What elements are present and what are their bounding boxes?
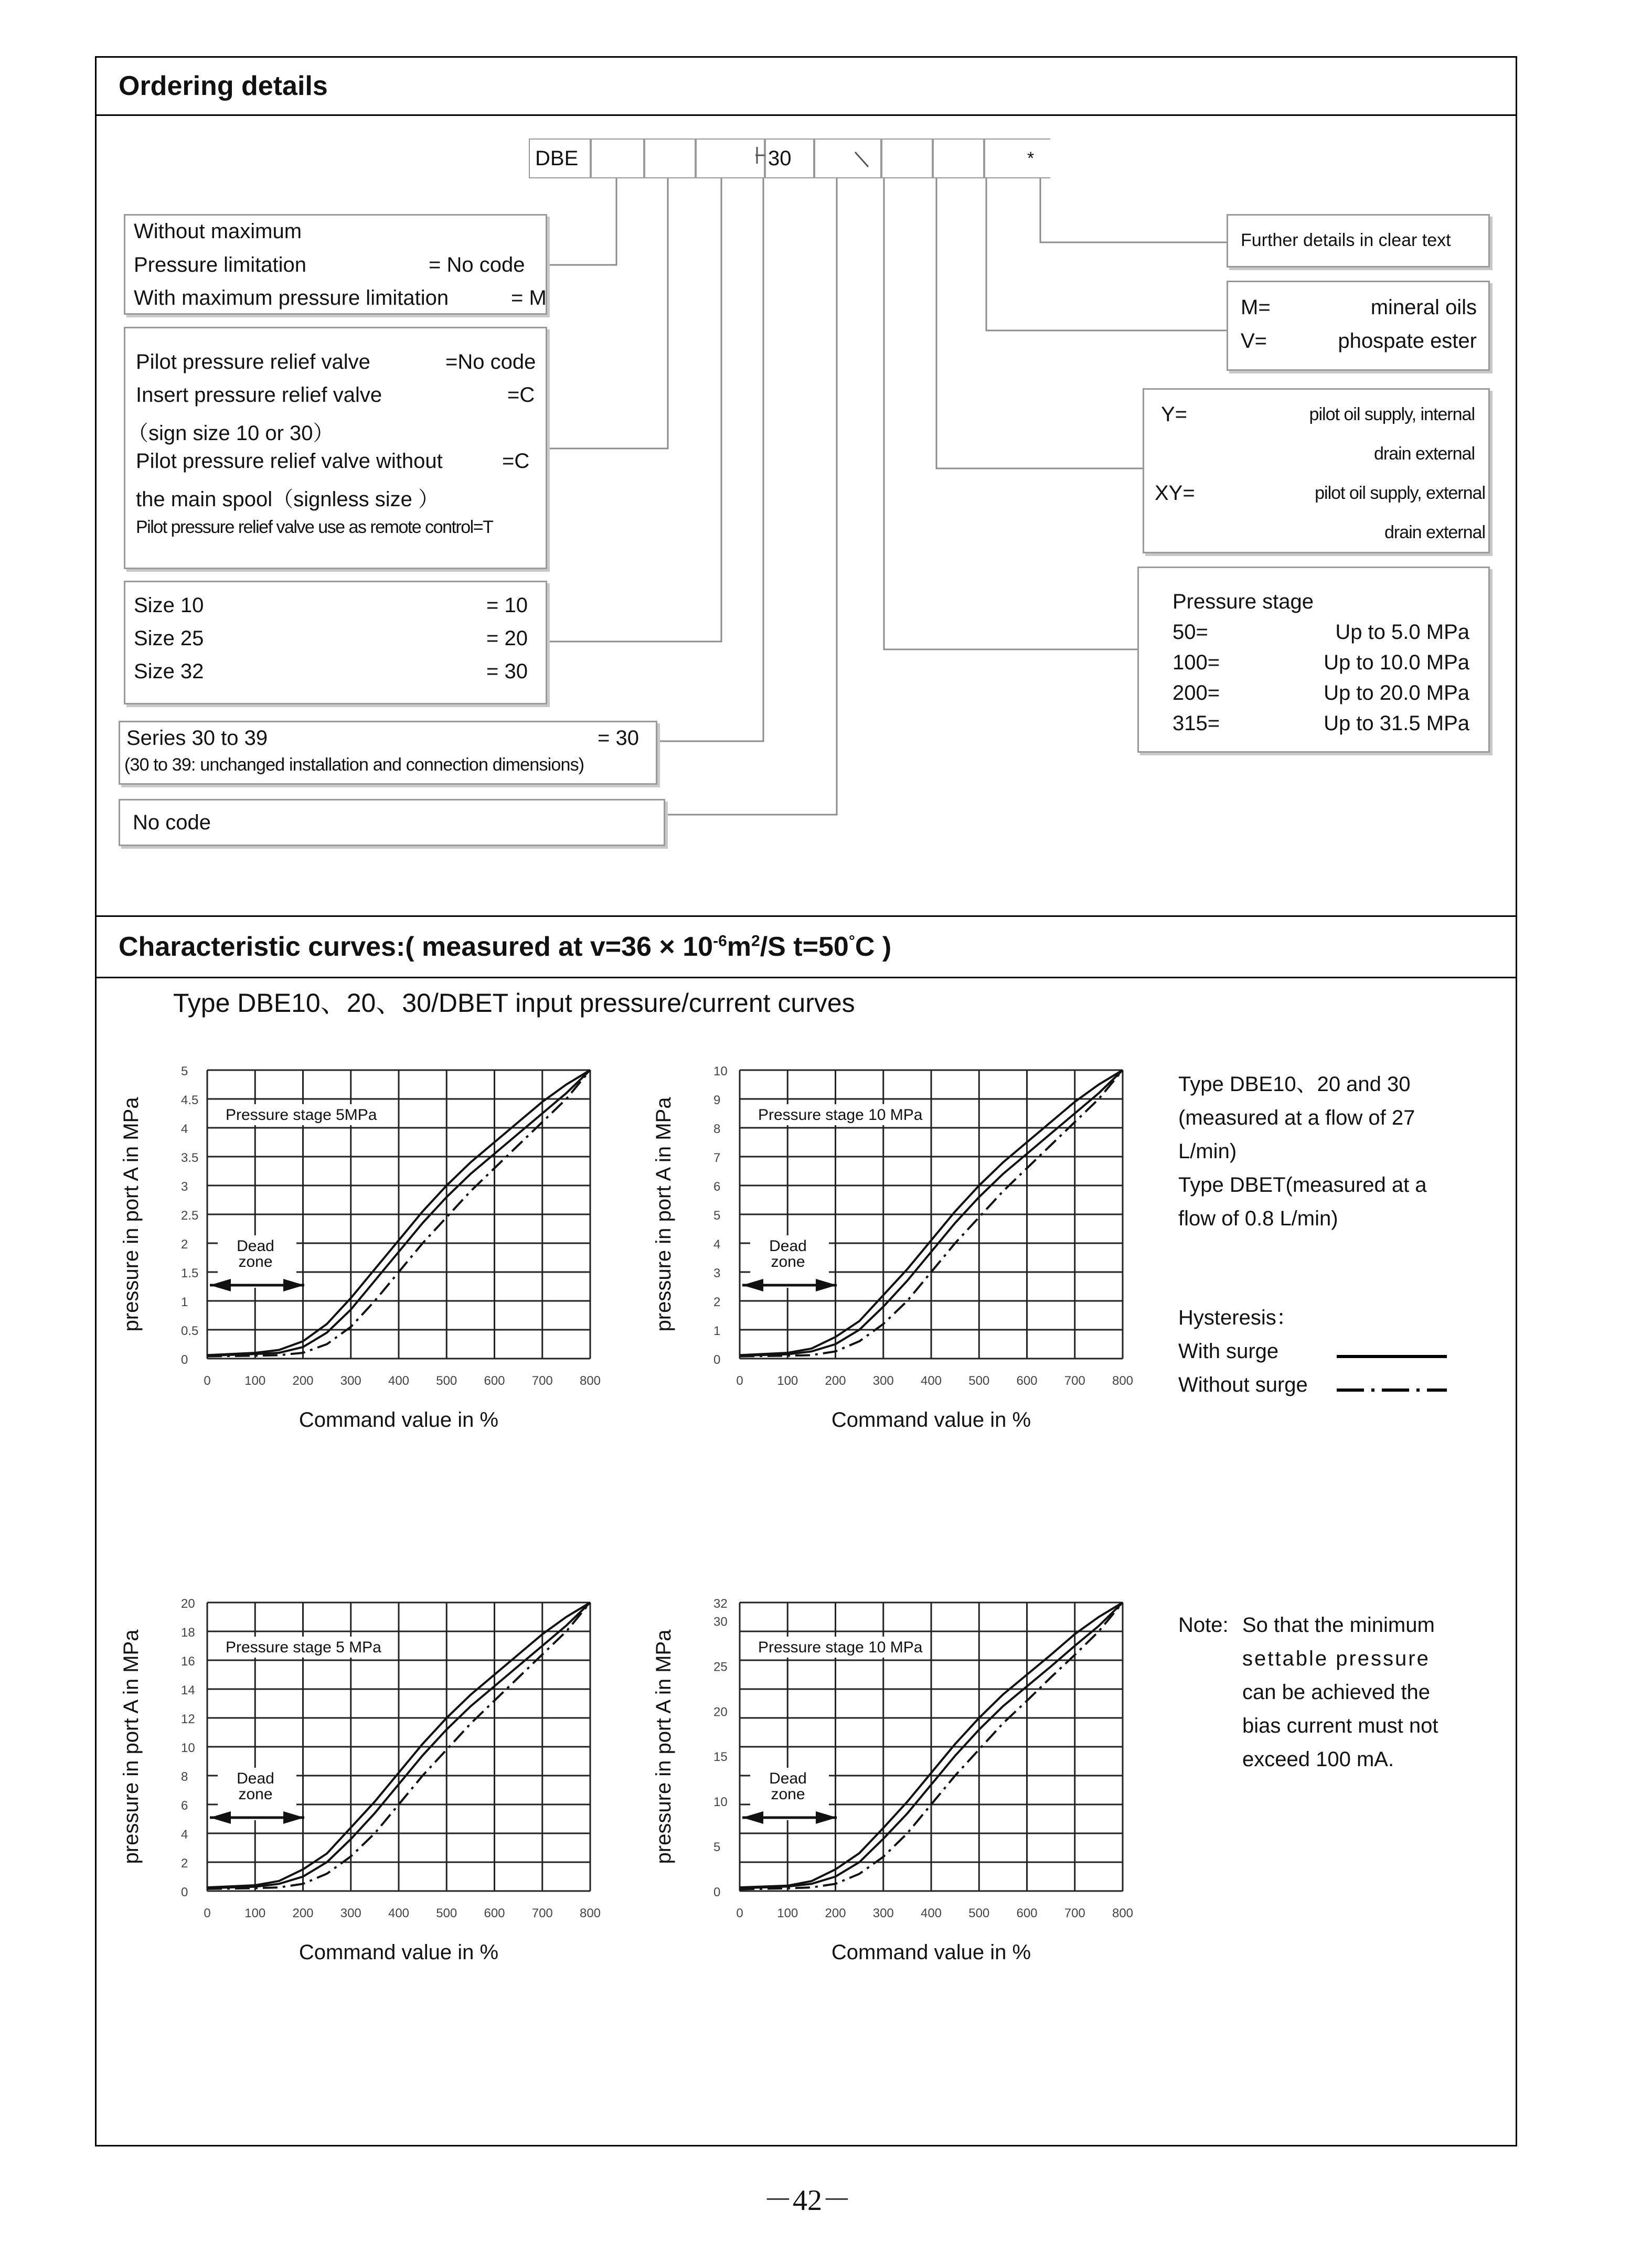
x-tick-label: 300 (872, 1374, 894, 1388)
oil-supply-box (1143, 388, 1490, 553)
valve-type-label: Insert pressure relief valve (136, 383, 382, 407)
curves-title-text: Characteristic curves:( measured at v=36 × 10 (119, 932, 713, 962)
x-tick-label: 300 (340, 1374, 361, 1388)
y-tick-label: 20 (181, 1597, 195, 1611)
further-details-label: Further details in clear text (1241, 230, 1451, 250)
y-tick-label: 25 (713, 1660, 728, 1674)
y-tick-label: 6 (713, 1180, 721, 1194)
y-axis-label: pressure in port A in MPa (121, 1629, 143, 1864)
x-tick-label: 200 (292, 1374, 314, 1388)
y-tick-label: 8 (713, 1122, 721, 1136)
curves-title-sup: ° (848, 932, 855, 950)
max-pressure-code: = No code (429, 253, 525, 276)
dead-zone-label: Dead (769, 1770, 807, 1787)
y-tick-label: 5 (713, 1840, 721, 1855)
y-tick-label: 10 (713, 1795, 728, 1810)
x-tick-label: 600 (484, 1906, 505, 1920)
page-number: －42－ (763, 2184, 851, 2217)
max-pressure-line: Pressure limitation (134, 253, 307, 276)
connector (986, 178, 1227, 330)
pressure-label: Up to 10.0 MPa (1324, 651, 1469, 674)
dead-zone-label: Dead (769, 1237, 807, 1255)
x-tick-label: 400 (388, 1374, 410, 1388)
y-tick-label: 0.5 (181, 1324, 199, 1338)
chart-svg (653, 1584, 1157, 1999)
note-line: bias current must not (1242, 1714, 1438, 1737)
info-line: L/min) (1178, 1140, 1237, 1163)
x-axis-label: Command value in % (831, 1408, 1031, 1432)
oil-code: XY= (1155, 482, 1195, 505)
y-tick-label: 20 (713, 1705, 728, 1719)
y-tick-label: 1 (713, 1324, 721, 1338)
pressure-stage-box (1137, 567, 1490, 753)
size-code: = 10 (486, 594, 528, 617)
y-tick-label: 0 (713, 1353, 721, 1367)
info-line: Type DBE10、20 and 30 (1178, 1073, 1411, 1096)
y-tick-label: 2 (181, 1237, 188, 1252)
code-cell: DBE (529, 138, 591, 178)
x-tick-label: 800 (1112, 1906, 1134, 1920)
curves-title-text: m (727, 932, 752, 962)
x-tick-label: 0 (204, 1906, 211, 1920)
chart-svg (121, 1052, 624, 1466)
pressure-label: Up to 20.0 MPa (1324, 681, 1469, 704)
dead-zone-label: zone (238, 1253, 273, 1270)
curves-title (119, 931, 891, 963)
max-pressure-box (124, 214, 547, 315)
size-code: = 30 (486, 660, 528, 683)
y-tick-label: 16 (181, 1654, 195, 1669)
ordering-title: Ordering details (119, 71, 328, 101)
x-tick-label: 300 (340, 1906, 361, 1920)
y-tick-label: 4 (181, 1122, 188, 1136)
x-tick-label: 100 (777, 1906, 798, 1920)
x-tick-label: 200 (825, 1906, 846, 1920)
code-cell: * (984, 138, 1050, 178)
y-tick-label: 1 (181, 1295, 188, 1309)
x-tick-label: 700 (1064, 1374, 1085, 1388)
connector (547, 178, 668, 448)
section-divider (95, 915, 1517, 917)
x-tick-label: 600 (484, 1374, 505, 1388)
note-line: can be achieved the (1242, 1681, 1431, 1704)
x-tick-label: 100 (244, 1374, 266, 1388)
valve-type-label: Pilot pressure relief valve without (136, 450, 443, 473)
x-tick-label: 400 (388, 1906, 410, 1920)
chart-title: Pressure stage 5 MPa (226, 1639, 381, 1656)
valve-type-label: Pilot pressure relief valve (136, 350, 370, 373)
y-tick-label: 5 (713, 1209, 721, 1223)
x-tick-label: 200 (825, 1374, 846, 1388)
x-tick-label: 800 (1112, 1374, 1134, 1388)
fluid-code: V= (1241, 329, 1267, 353)
code-cell: 30 (765, 138, 814, 178)
x-axis-label: Command value in % (831, 1941, 1031, 1964)
x-axis-label: Command value in % (299, 1941, 499, 1964)
oil-label: pilot oil supply, internal (1309, 404, 1475, 424)
without-surge-label: Without surge (1178, 1373, 1308, 1396)
connector (884, 178, 1137, 649)
y-axis-label: pressure in port A in MPa (653, 1097, 675, 1332)
chart-svg (121, 1584, 624, 1999)
size-label: Size 25 (134, 627, 204, 650)
series-label: Series 30 to 39 (126, 727, 268, 750)
x-tick-label: 600 (1016, 1906, 1038, 1920)
info-line: Type DBET(measured at a (1178, 1173, 1427, 1197)
y-tick-label: 2.5 (181, 1209, 199, 1223)
y-tick-label: 9 (713, 1093, 721, 1107)
x-tick-label: 100 (244, 1906, 266, 1920)
chart-title: Pressure stage 5MPa (226, 1106, 377, 1124)
dead-zone-label: Dead (237, 1237, 274, 1255)
x-tick-label: 700 (531, 1906, 553, 1920)
x-tick-label: 700 (1064, 1906, 1085, 1920)
curves-subtitle: Type DBE10、20、30/DBET input pressure/current curves (173, 988, 855, 1018)
max-pressure-line: With maximum pressure limitation (134, 286, 449, 309)
x-axis-label: Command value in % (299, 1408, 499, 1432)
x-tick-label: 800 (579, 1906, 601, 1920)
y-tick-label: 3 (181, 1180, 188, 1194)
connector (1040, 178, 1227, 242)
y-tick-label: 2 (713, 1295, 721, 1309)
series-code: = 30 (598, 727, 639, 750)
curve-info (1178, 1067, 1427, 1235)
x-tick-label: 500 (968, 1906, 990, 1920)
y-tick-label: 10 (713, 1064, 728, 1078)
connector (657, 178, 763, 741)
x-tick-label: 0 (736, 1906, 743, 1920)
x-tick-label: 800 (579, 1374, 601, 1388)
chart-10mpa-bottom (653, 1584, 1157, 1999)
y-tick-label: 2 (181, 1856, 188, 1871)
legend-lines (1333, 1343, 1453, 1395)
y-tick-label: 30 (713, 1615, 728, 1629)
fluid-code: M= (1241, 296, 1271, 319)
dead-zone-label: zone (771, 1786, 805, 1803)
y-tick-label: 8 (181, 1770, 188, 1784)
x-tick-label: 500 (436, 1906, 457, 1920)
chart-5mpa-top (121, 1052, 624, 1466)
series-note: (30 to 39: unchanged installation and connection dimensions) (124, 755, 584, 775)
dead-zone-label: Dead (237, 1770, 274, 1787)
no-code-box (119, 799, 665, 846)
x-tick-label: 400 (920, 1374, 942, 1388)
pressure-code: 50= (1173, 621, 1208, 644)
y-axis-label: pressure in port A in MPa (653, 1629, 675, 1864)
pressure-label: Up to 31.5 MPa (1324, 712, 1469, 735)
curves-title-divider (95, 977, 1517, 978)
info-line: flow of 0.8 L/min) (1178, 1207, 1338, 1230)
y-tick-label: 14 (181, 1683, 195, 1697)
y-tick-label: 6 (181, 1799, 188, 1813)
y-tick-label: 0 (181, 1885, 188, 1899)
connector (665, 178, 837, 815)
valve-type-code: =C (502, 450, 530, 473)
with-surge-label: With surge (1178, 1340, 1279, 1363)
oil-label: pilot oil supply, external (1315, 483, 1485, 503)
x-tick-label: 200 (292, 1906, 314, 1920)
x-tick-label: 0 (204, 1374, 211, 1388)
valve-type-label: （sign size 10 or 30） (127, 422, 334, 445)
y-tick-label: 0 (181, 1353, 188, 1367)
size-label: Size 10 (134, 594, 204, 617)
y-tick-label: 32 (713, 1597, 728, 1611)
valve-type-label: the main spool（signless size ） (136, 488, 440, 511)
hysteresis-label: Hysteresis： (1178, 1306, 1297, 1329)
size-code: = 20 (486, 627, 528, 650)
fluid-label: phospate ester (1338, 329, 1477, 353)
dead-zone-label: zone (771, 1253, 805, 1270)
note-line: So that the minimum (1242, 1614, 1435, 1637)
note-line: exceed 100 mA. (1242, 1748, 1394, 1771)
pressure-label: Up to 5.0 MPa (1335, 621, 1469, 644)
y-tick-label: 5 (181, 1064, 188, 1078)
dead-zone-label: zone (238, 1786, 273, 1803)
valve-type-code: =No code (445, 350, 536, 373)
chart-title: Pressure stage 10 MPa (758, 1639, 923, 1656)
oil-code: Y= (1161, 403, 1188, 426)
chart-title: Pressure stage 10 MPa (758, 1106, 923, 1124)
y-tick-label: 12 (181, 1712, 195, 1726)
max-pressure-line: Without maximum (134, 220, 302, 243)
series-box (119, 721, 657, 785)
valve-type-box (124, 327, 547, 569)
y-tick-label: 18 (181, 1626, 195, 1640)
x-tick-label: 300 (872, 1906, 894, 1920)
pressure-code: 200= (1173, 681, 1220, 704)
further-details-box (1227, 214, 1490, 268)
x-tick-label: 400 (920, 1906, 942, 1920)
y-axis-label: pressure in port A in MPa (121, 1097, 143, 1332)
chart-10mpa-top (653, 1052, 1157, 1466)
y-tick-label: 4 (713, 1237, 721, 1252)
x-tick-label: 500 (968, 1374, 990, 1388)
valve-type-label: Pilot pressure relief valve use as remote control=T (136, 517, 493, 537)
x-tick-label: 100 (777, 1374, 798, 1388)
x-tick-label: 0 (736, 1374, 743, 1388)
y-tick-label: 3.5 (181, 1151, 199, 1165)
curves-title-sup: -6 (713, 932, 727, 950)
valve-type-code: =C (507, 383, 535, 407)
fluid-label: mineral oils (1370, 296, 1477, 319)
pressure-code: 100= (1173, 651, 1220, 674)
x-tick-label: 600 (1016, 1374, 1038, 1388)
info-line: (measured at a flow of 27 (1178, 1106, 1415, 1129)
oil-label: drain external (1384, 522, 1485, 542)
x-tick-label: 700 (531, 1374, 553, 1388)
y-tick-label: 4 (181, 1828, 188, 1842)
oil-label: drain external (1373, 444, 1475, 464)
y-tick-label: 15 (713, 1750, 728, 1765)
note-line: settable pressure (1242, 1647, 1430, 1670)
size-label: Size 32 (134, 660, 204, 683)
curves-title-sup: 2 (751, 932, 760, 950)
note-text (1242, 1608, 1438, 1776)
curves-title-text: /S t=50 (760, 932, 849, 962)
max-pressure-code: = M (511, 286, 547, 309)
connector (547, 178, 721, 642)
y-tick-label: 7 (713, 1151, 721, 1165)
size-box (124, 581, 547, 704)
fluid-box (1227, 281, 1490, 371)
y-tick-label: 0 (713, 1885, 721, 1899)
no-code-label: No code (133, 811, 211, 834)
x-tick-label: 500 (436, 1374, 457, 1388)
pressure-code: 315= (1173, 712, 1220, 735)
chart-svg (653, 1052, 1157, 1466)
y-tick-label: 1.5 (181, 1266, 199, 1280)
note-label: Note: (1178, 1614, 1229, 1637)
pressure-stage-title: Pressure stage (1173, 590, 1314, 613)
y-tick-label: 3 (713, 1266, 721, 1280)
y-tick-label: 10 (181, 1741, 195, 1755)
curves-title-text: C ) (855, 932, 892, 962)
connector (547, 178, 616, 265)
chart-5mpa-bottom (121, 1584, 624, 1999)
y-tick-label: 4.5 (181, 1093, 199, 1107)
